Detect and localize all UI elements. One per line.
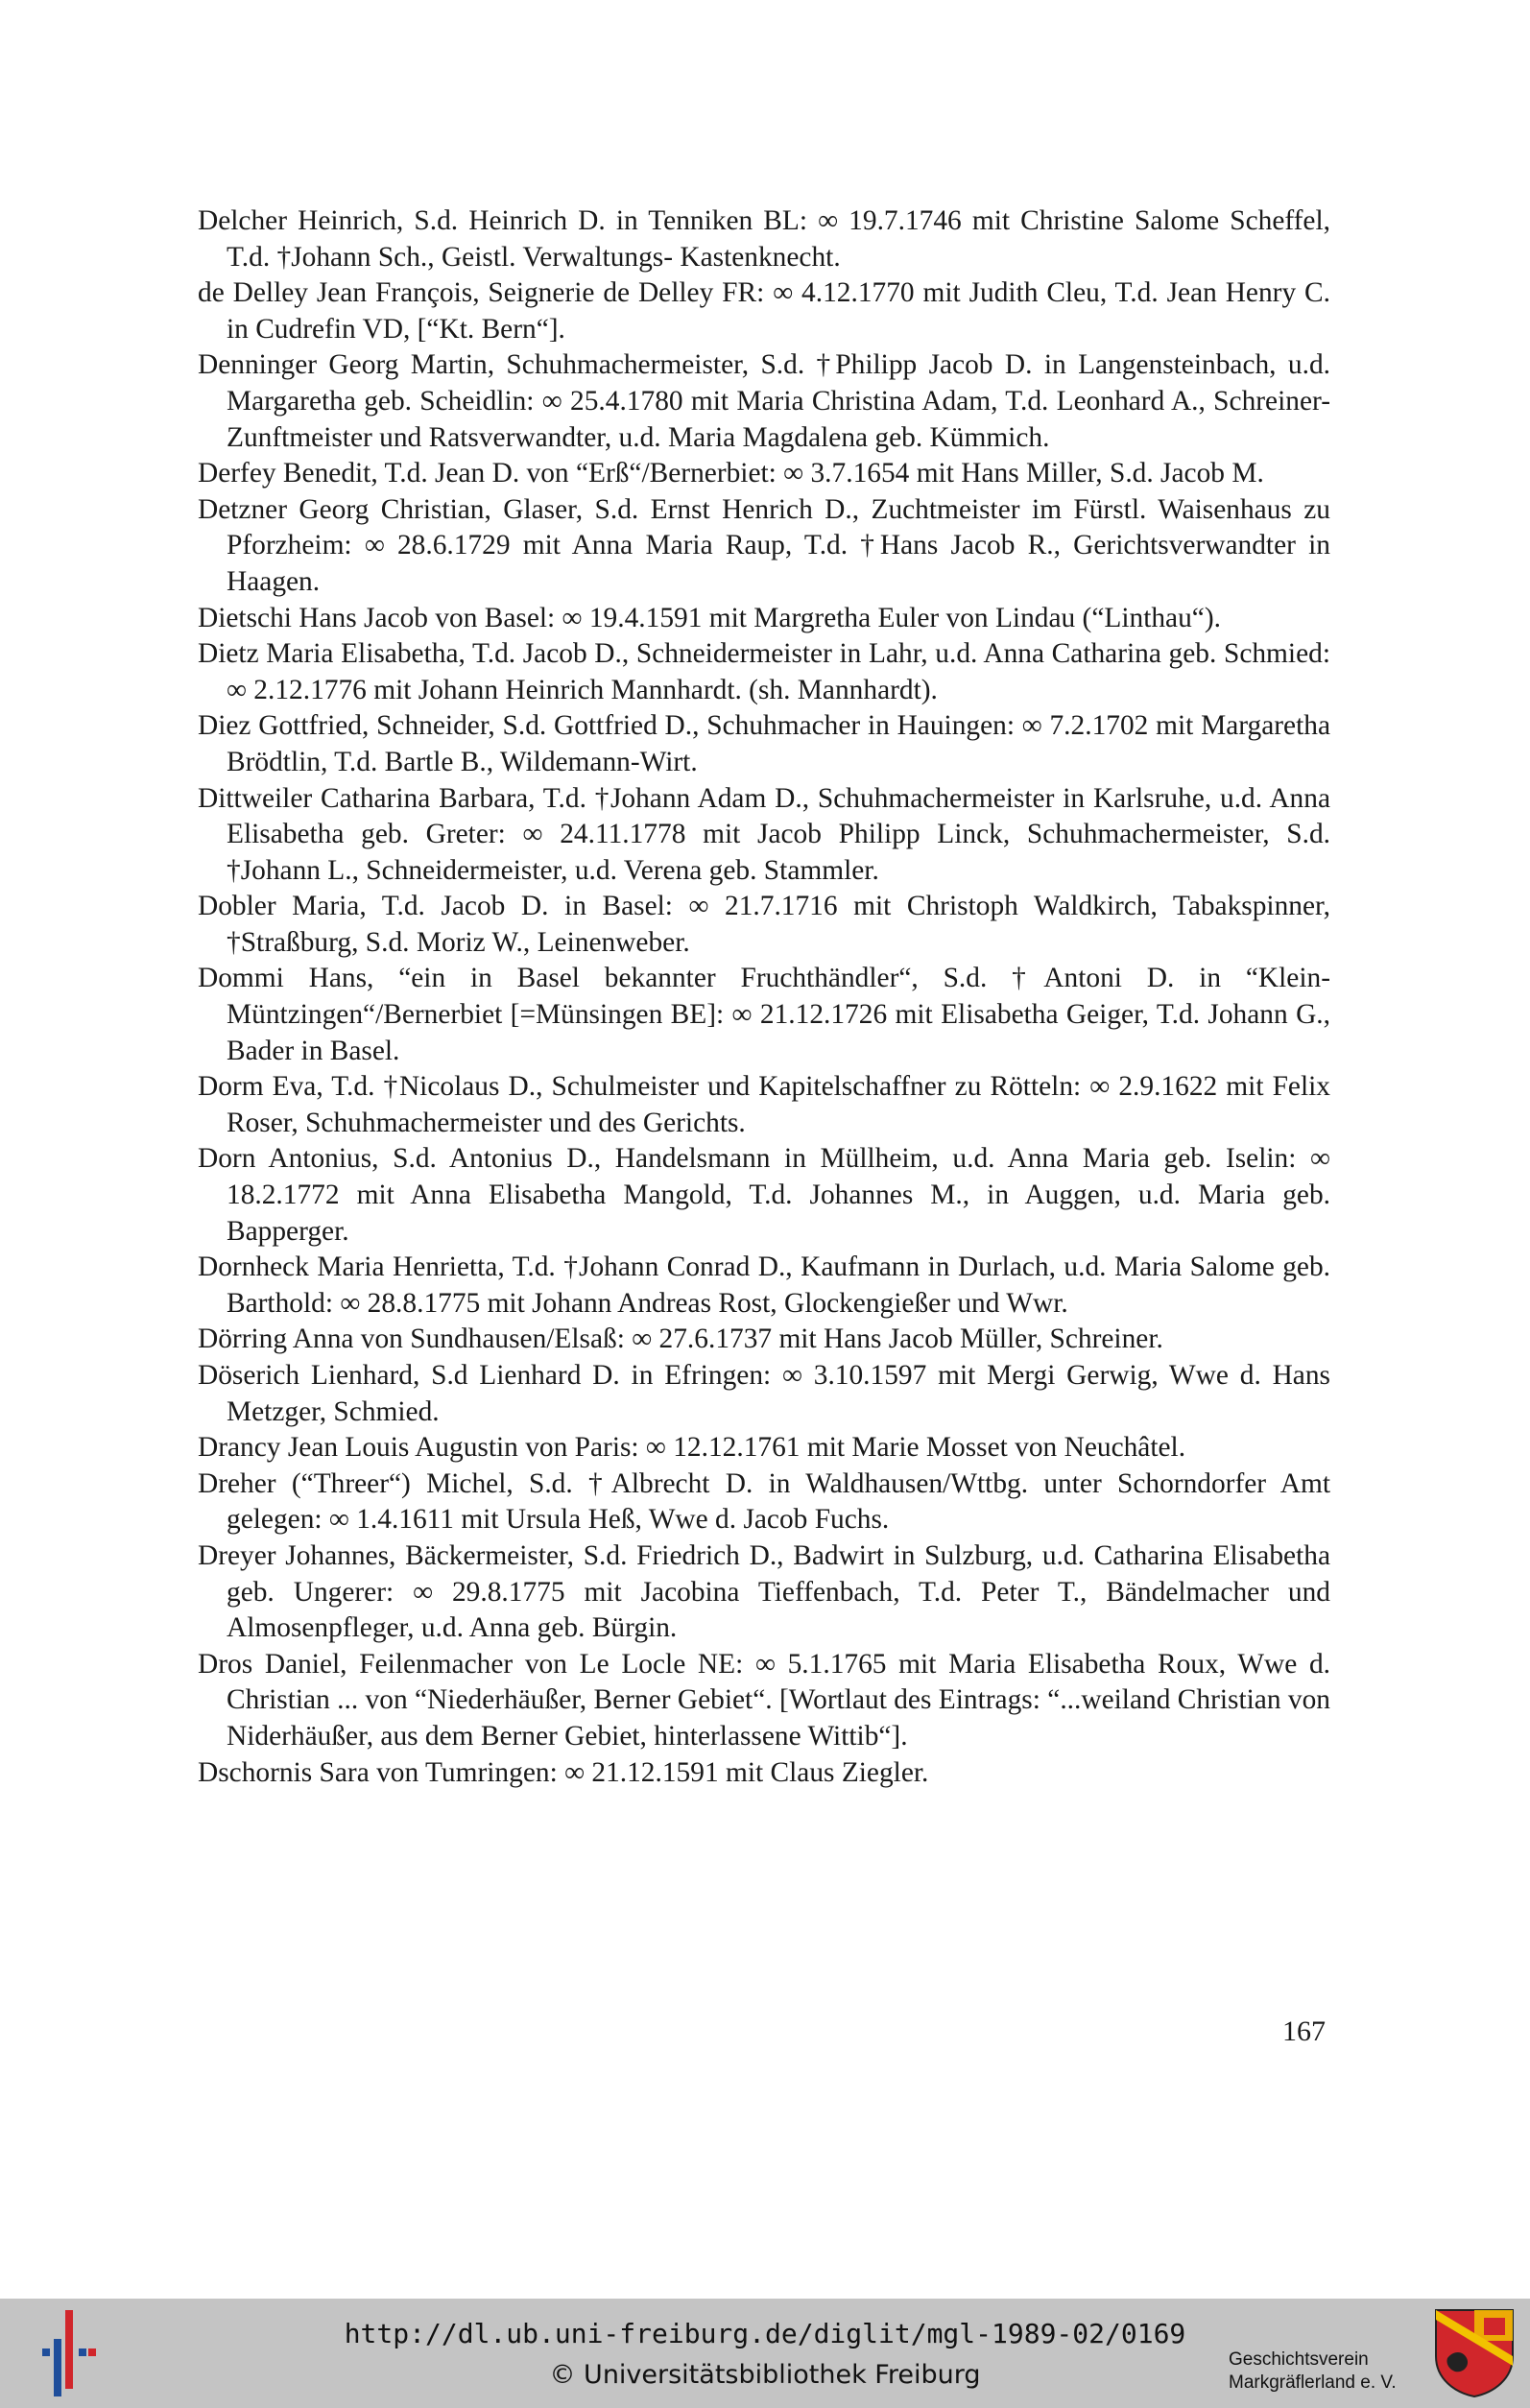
society-name-line1: Geschichtsverein xyxy=(1229,2349,1369,2370)
register-entry: Dros Daniel, Feilenmacher von Le Locle NE: ∞ 5.1.1765 mit Maria Elisabetha Roux, Wwe d. Christian ... von “Niederhäußer, Berner Gebiet“. [Wortlaut des Eintrags: “...weiland Christian von Niderhäußer, aus dem Berner Gebiet, hinterlassene Wittib“]. xyxy=(198,1648,1330,1752)
register-entry: Dörring Anna von Sundhausen/Elsaß: ∞ 27.6.1737 mit Hans Jacob Müller, Schreiner. xyxy=(198,1323,1163,1355)
register-entry: Delcher Heinrich, S.d. Heinrich D. in Tenniken BL: ∞ 19.7.1746 mit Christine Salome Scheffel, T.d. †Johann Sch., Geistl. Verwaltungs- Kastenknecht. xyxy=(198,205,1330,273)
register-entry: Dorm Eva, T.d. †Nicolaus D., Schulmeister und Kapitelschaffner zu Rötteln: ∞ 2.9.1622 mit Felix Roser, Schuhmachermeister und des Gerichts. xyxy=(198,1071,1330,1138)
society-name xyxy=(1229,2348,1440,2395)
register-text xyxy=(198,203,1330,1791)
register-entry: Dobler Maria, T.d. Jacob D. in Basel: ∞ 21.7.1716 mit Christoph Waldkirch, Tabakspinner, †Straßburg, S.d. Moriz W., Leinenweber. xyxy=(198,891,1330,958)
source-url-link[interactable]: http://dl.ub.uni-freiburg.de/diglit/mgl-1989-02/0169 xyxy=(344,2318,1186,2349)
register-entry: Drancy Jean Louis Augustin von Paris: ∞ 12.12.1761 mit Marie Mosset von Neuchâtel. xyxy=(198,1432,1186,1464)
society-name-line2: Markgräflerland e. V. xyxy=(1229,2372,1397,2393)
register-entry: Dietschi Hans Jacob von Basel: ∞ 19.4.1591 mit Margretha Euler von Lindau (“Linthau“). xyxy=(198,602,1221,633)
register-entry: Dreyer Johannes, Bäckermeister, S.d. Friedrich D., Badwirt in Sulzburg, u.d. Catharina Elisabetha geb. Ungerer: ∞ 29.8.1775 mit Jacobina Tieffenbach, T.d. Peter T., Bändelmacher und Almosenpfleger, u.d. Anna geb. Bürgin. xyxy=(198,1539,1330,1644)
register-entry: Detzner Georg Christian, Glaser, S.d. Ernst Henrich D., Zuchtmeister im Fürstl. Waisenhaus zu Pforzheim: ∞ 28.6.1729 mit Anna Maria Raup, T.d. †Hans Jacob R., Gerichtsverwandter in Haagen. xyxy=(198,493,1330,597)
register-entry: Dietz Maria Elisabetha, T.d. Jacob D., Schneidermeister in Lahr, u.d. Anna Catharina geb. Schmied: ∞ 2.12.1776 mit Johann Heinrich Mannhardt. (sh. Mannhardt). xyxy=(198,638,1330,705)
viewer-footer xyxy=(0,2299,1530,2408)
register-entry: Derfey Benedit, T.d. Jean D. von “Erß“/Bernerbiet: ∞ 3.7.1654 mit Hans Miller, S.d. Jacob M. xyxy=(198,458,1264,489)
coat-of-arms-icon xyxy=(1434,2308,1515,2398)
register-entry: Dorn Antonius, S.d. Antonius D., Handelsmann in Müllheim, u.d. Anna Maria geb. Iselin: ∞ 18.2.1772 mit Anna Elisabetha Mangold, T.d. Johannes M., in Auggen, u.d. Maria geb. Bapperger. xyxy=(198,1143,1330,1247)
register-entry: Dreher (“Threer“) Michel, S.d. †Albrecht D. in Waldhausen/Wttbg. unter Schorndorfer Amt gelegen: ∞ 1.4.1611 mit Ursula Heß, Wwe d. Jacob Fuchs. xyxy=(198,1467,1330,1536)
register-entry: Döserich Lienhard, S.d Lienhard D. in Efringen: ∞ 3.10.1597 mit Mergi Gerwig, Wwe d. Hans Metzger, Schmied. xyxy=(198,1360,1330,1427)
register-entry: de Delley Jean François, Seignerie de Delley FR: ∞ 4.12.1770 mit Judith Cleu, T.d. Jean Henry C. in Cudrefin VD, [“Kt. Bern“]. xyxy=(198,277,1330,345)
register-entry: Denninger Georg Martin, Schuhmachermeister, S.d. †Philipp Jacob D. in Langensteinbach, u.d. Margaretha geb. Scheidlin: ∞ 25.4.1780 mit Maria Christina Adam, T.d. Leonhard A., Schreiner- Zunftmeister und Ratsverwandter, u.d. Maria Magdalena geb. Kümmich. xyxy=(198,349,1330,453)
page-number: 167 xyxy=(1282,2015,1326,2047)
register-entry: Dornheck Maria Henrietta, T.d. †Johann Conrad D., Kaufmann in Durlach, u.d. Maria Salome geb. Barthold: ∞ 28.8.1775 mit Johann Andreas Rost, Glockengießer und Wwr. xyxy=(198,1252,1330,1319)
copyright-text: © Universitätsbibliothek Freiburg xyxy=(549,2360,981,2390)
register-entry: Dommi Hans, “ein in Basel bekannter Fruchthändler“, S.d. †Antoni D. in “Klein-Müntzingen“/Bernerbiet [=Münsingen BE]: ∞ 21.12.1726 mit Elisabetha Geiger, T.d. Johann G., Bader in Basel. xyxy=(198,963,1330,1066)
register-entry: Diez Gottfried, Schneider, S.d. Gottfried D., Schuhmacher in Hauingen: ∞ 7.2.1702 mit Margaretha Brödtlin, T.d. Bartle B., Wildemann-Wirt. xyxy=(198,710,1330,777)
register-entry: Dittweiler Catharina Barbara, T.d. †Johann Adam D., Schuhmachermeister in Karlsruhe, u.d. Anna Elisabetha geb. Greter: ∞ 24.11.1778 mit Jacob Philipp Linck, Schuhmachermeister, S.d. †Johann L., Schneidermeister, u.d. Verena geb. Stammler. xyxy=(198,782,1330,886)
register-entry: Dschornis Sara von Tumringen: ∞ 21.12.1591 mit Claus Ziegler. xyxy=(198,1756,929,1788)
